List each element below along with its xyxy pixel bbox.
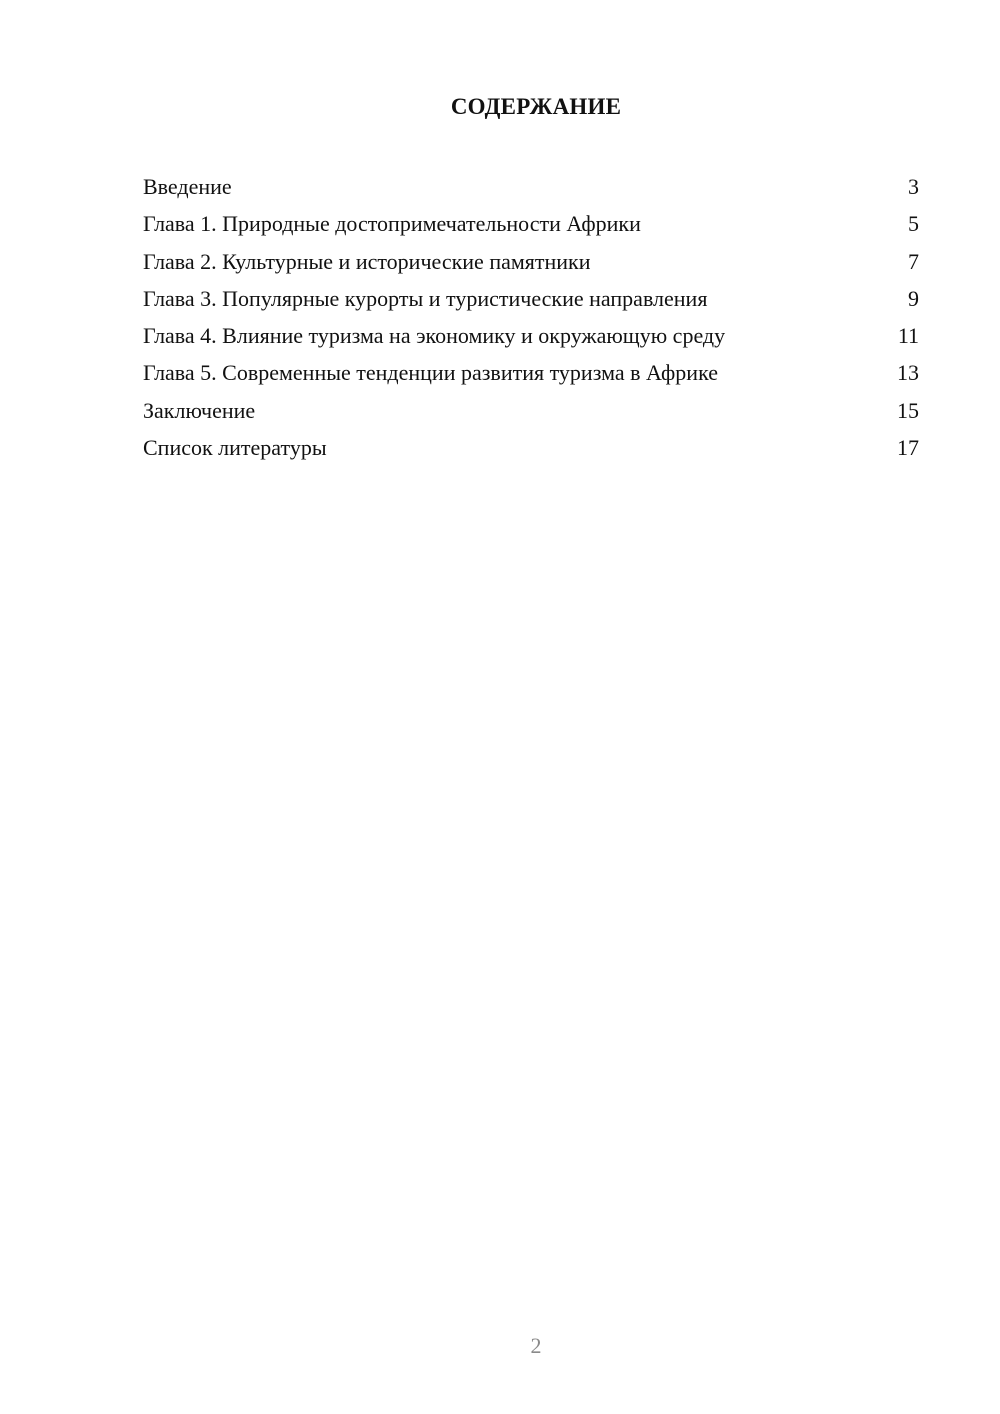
toc-entry-label: Глава 2. Культурные и исторические памятники (143, 248, 591, 274)
toc-entry-introduction (143, 168, 919, 205)
toc-entry-page: 13 (897, 360, 919, 386)
page-number: 2 (530, 1333, 542, 1358)
page-title: СОДЕРЖАНИЕ (450, 94, 622, 119)
toc-entry-page: 17 (897, 435, 919, 461)
toc-entry-label: Глава 4. Влияние туризма на экономику и окружающую среду (143, 323, 726, 349)
toc-entry-page: 5 (908, 211, 919, 237)
toc-entry-chapter-4 (143, 317, 919, 354)
toc-entry-label: Глава 3. Популярные курорты и туристические направления (143, 285, 708, 311)
toc-entry-chapter-1 (143, 205, 919, 242)
toc-entry-page: 15 (897, 397, 919, 423)
toc-entry-chapter-2 (143, 243, 919, 280)
toc-entry-conclusion (143, 392, 919, 429)
toc-entry-label: Глава 5. Современные тенденции развития туризма в Африке (143, 360, 718, 386)
toc-entry-chapter-3 (143, 280, 919, 317)
toc-entry-label: Глава 1. Природные достопримечательности Африки (143, 211, 641, 237)
toc-entry-bibliography (143, 429, 919, 466)
table-of-contents (143, 168, 919, 466)
toc-entry-page: 9 (908, 285, 919, 311)
toc-entry-label: Введение (143, 174, 232, 199)
toc-entry-page: 7 (908, 248, 919, 274)
toc-entry-page: 3 (908, 174, 919, 199)
toc-entry-label: Заключение (143, 397, 256, 423)
toc-entry-page: 11 (897, 323, 919, 349)
toc-entry-label: Список литературы (143, 435, 327, 461)
toc-entry-chapter-5 (143, 354, 919, 391)
